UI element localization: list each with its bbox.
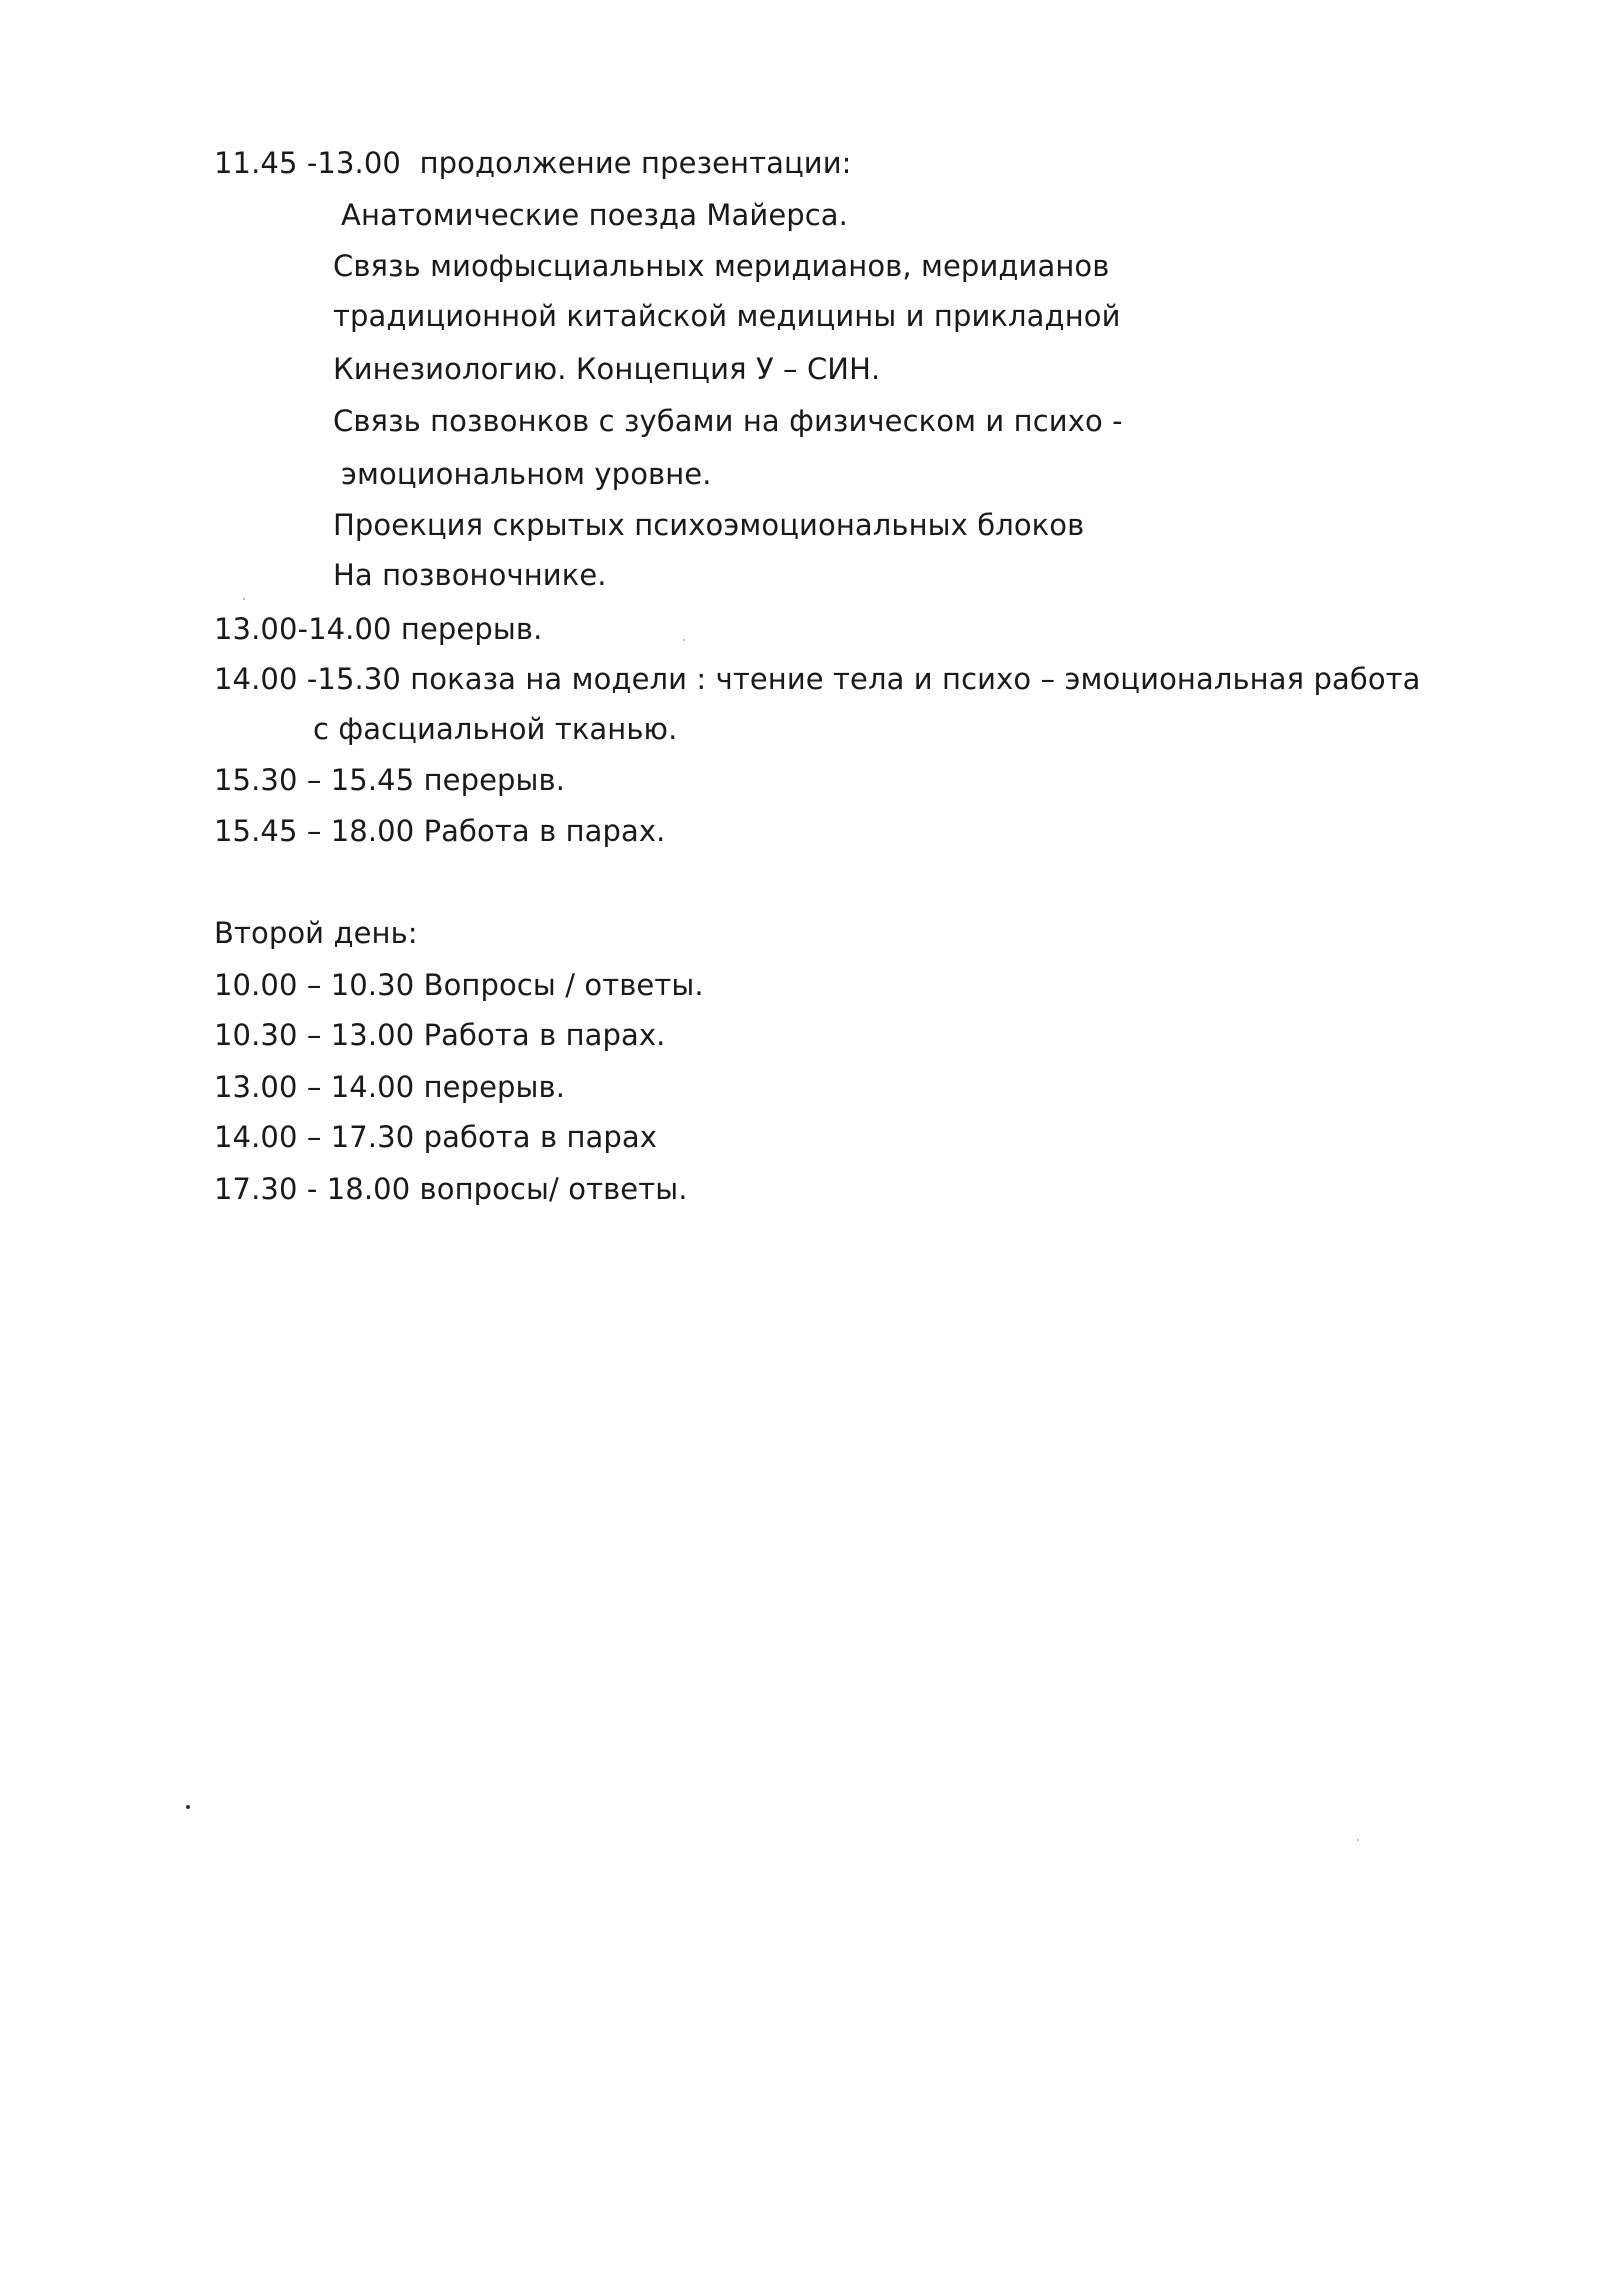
schedule-demo: 14.00 -15.30 показа на модели : чтение тела и психо – эмоциональная работа — [214, 662, 1421, 696]
day-two-item: 14.00 – 17.30 работа в парах — [214, 1120, 658, 1154]
schedule-heading: продолжение презентации: — [419, 146, 852, 180]
schedule-subline: Анатомические поезда Майерса. — [341, 198, 849, 232]
day-two-item: 10.30 – 13.00 Работа в парах. — [214, 1018, 666, 1052]
schedule-subline: Кинезиологию. Концепция У – СИН. — [333, 352, 881, 386]
schedule-time: 11.45 -13.00 — [214, 146, 401, 180]
scan-speck — [683, 639, 685, 641]
schedule-subline: Проекция скрытых психоэмоциональных блоков — [333, 508, 1085, 542]
schedule-subline: Связь миофысциальных меридианов, меридианов — [333, 249, 1110, 283]
day-two-item: 13.00 – 14.00 перерыв. — [214, 1070, 566, 1104]
day-two-item: 10.00 – 10.30 Вопросы / ответы. — [214, 968, 704, 1002]
schedule-pairs: 15.45 – 18.00 Работа в парах. — [214, 814, 666, 848]
schedule-block-1-header — [214, 144, 852, 182]
scan-speck — [186, 1805, 190, 1809]
schedule-demo-continued: с фасциальной тканью. — [313, 712, 678, 746]
schedule-break: 15.30 – 15.45 перерыв. — [214, 763, 566, 797]
day-two-heading: Второй день: — [214, 916, 418, 950]
day-two-item: 17.30 - 18.00 вопросы/ ответы. — [214, 1172, 688, 1206]
scan-speck — [1357, 1839, 1359, 1841]
scan-speck — [243, 598, 245, 600]
schedule-subline: На позвоночнике. — [333, 558, 607, 592]
schedule-subline: традиционной китайской медицины и прикладной — [333, 299, 1121, 333]
schedule-break: 13.00-14.00 перерыв. — [214, 612, 543, 646]
schedule-subline: Связь позвонков с зубами на физическом и психо - — [333, 404, 1123, 438]
schedule-subline: эмоциональном уровне. — [341, 457, 712, 491]
